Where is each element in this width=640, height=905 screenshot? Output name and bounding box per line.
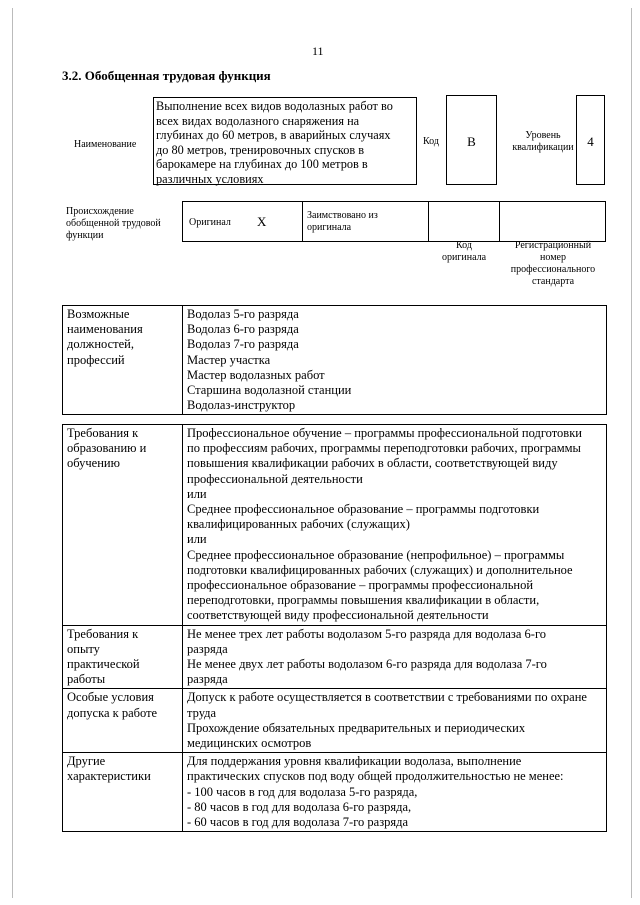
experience-label: Требования к опыту практической работы <box>63 625 183 689</box>
education-content: Профессиональное обучение – программы профессиональной подготовки по профессиям рабочих, программы переподготовки рабочих, программы повышения квалификации рабочих в области, соответствующей виду профессиональной деятельности или Среднее профессиональное образование – программы подготовки квалифицированных рабочих (служащих) или Среднее профессиональное образование (непрофильное) – программы подготовки квалифицированных рабочих (служащих) и дополнительное профессиональное образование – программы профессиональной переподготовки, программы повышения квалификации в области, соответствующей виду профессиональной деятельности <box>183 425 607 626</box>
level-value: 4 <box>587 134 594 149</box>
list-item: Водолаз-инструктор <box>187 398 296 413</box>
table-row <box>63 425 607 626</box>
original-label: Оригинал <box>189 217 231 228</box>
level-label: Уровень квалификации <box>512 130 574 153</box>
section-title: 3.2. Обобщенная трудовая функция <box>62 68 271 83</box>
list-item: Мастер участка <box>187 352 271 367</box>
table-row <box>63 625 607 689</box>
list-item: Водолаз 5-го разряда <box>187 307 299 321</box>
requirements-table <box>62 424 607 832</box>
code-value: B <box>467 134 476 149</box>
code-label: Код <box>423 136 439 147</box>
name-label: Наименование <box>74 139 137 150</box>
list-item: Водолаз 6-го разряда <box>187 322 299 337</box>
borrowed-label: Заимствовано из оригинала <box>307 210 378 233</box>
reg-number-caption: Регистрационный номер профессионального стандарта <box>510 240 596 287</box>
other-label: Другие характеристики <box>63 753 183 832</box>
positions-label: Возможные наименования должностей, профессий <box>63 306 183 415</box>
level-box <box>576 95 605 185</box>
other-content: Для поддержания уровня квалификации водолаза, выполнение практических спусков под воду общей продолжительностью не менее: - 100 часов в год для водолаза 5-го разряда, - 80 часов в год для водолаза 6-го разряда, - 60 часов в год для водолаза 7-го разряда <box>183 753 607 832</box>
code-box <box>446 95 497 185</box>
positions-list <box>183 306 607 415</box>
scan-edge-left <box>12 8 13 898</box>
list-item: Старшина водолазной станции <box>187 383 352 398</box>
origin-table <box>182 201 606 242</box>
original-mark: X <box>257 214 267 229</box>
table-row <box>63 689 607 753</box>
admission-label: Особые условия допуска к работе <box>63 689 183 753</box>
positions-row <box>63 306 607 415</box>
list-item: Водолаз 7-го разряда <box>187 337 299 352</box>
positions-table <box>62 305 607 415</box>
list-item: Мастер водолазных работ <box>187 367 325 382</box>
name-box <box>153 97 417 185</box>
code-original-caption: Код оригинала <box>441 240 487 263</box>
admission-content: Допуск к работе осуществляется в соответствии с требованиями по охране труда Прохождение обязательных предварительных и периодических медицинских осмотров <box>183 689 607 753</box>
experience-content: Не менее трех лет работы водолазом 5-го разряда для водолаза 6-го разряда Не менее двух лет работы водолазом 6-го разряда для водолаза 7-го разряда <box>183 625 607 689</box>
name-text: Выполнение всех видов водолазных работ во всех видах водолазного снаряжения на глубинах до 60 метров, в аварийных случаях до 80 метров, тренировочных спусков в барокамере на глубинах до 100 метров в различных условиях <box>156 99 393 186</box>
page-number: 11 <box>312 44 324 58</box>
table-row <box>63 753 607 832</box>
education-label: Требования к образованию и обучению <box>63 425 183 626</box>
origin-label: Происхождение обобщенной трудовой функции <box>66 206 161 241</box>
scan-edge-right <box>631 8 632 898</box>
